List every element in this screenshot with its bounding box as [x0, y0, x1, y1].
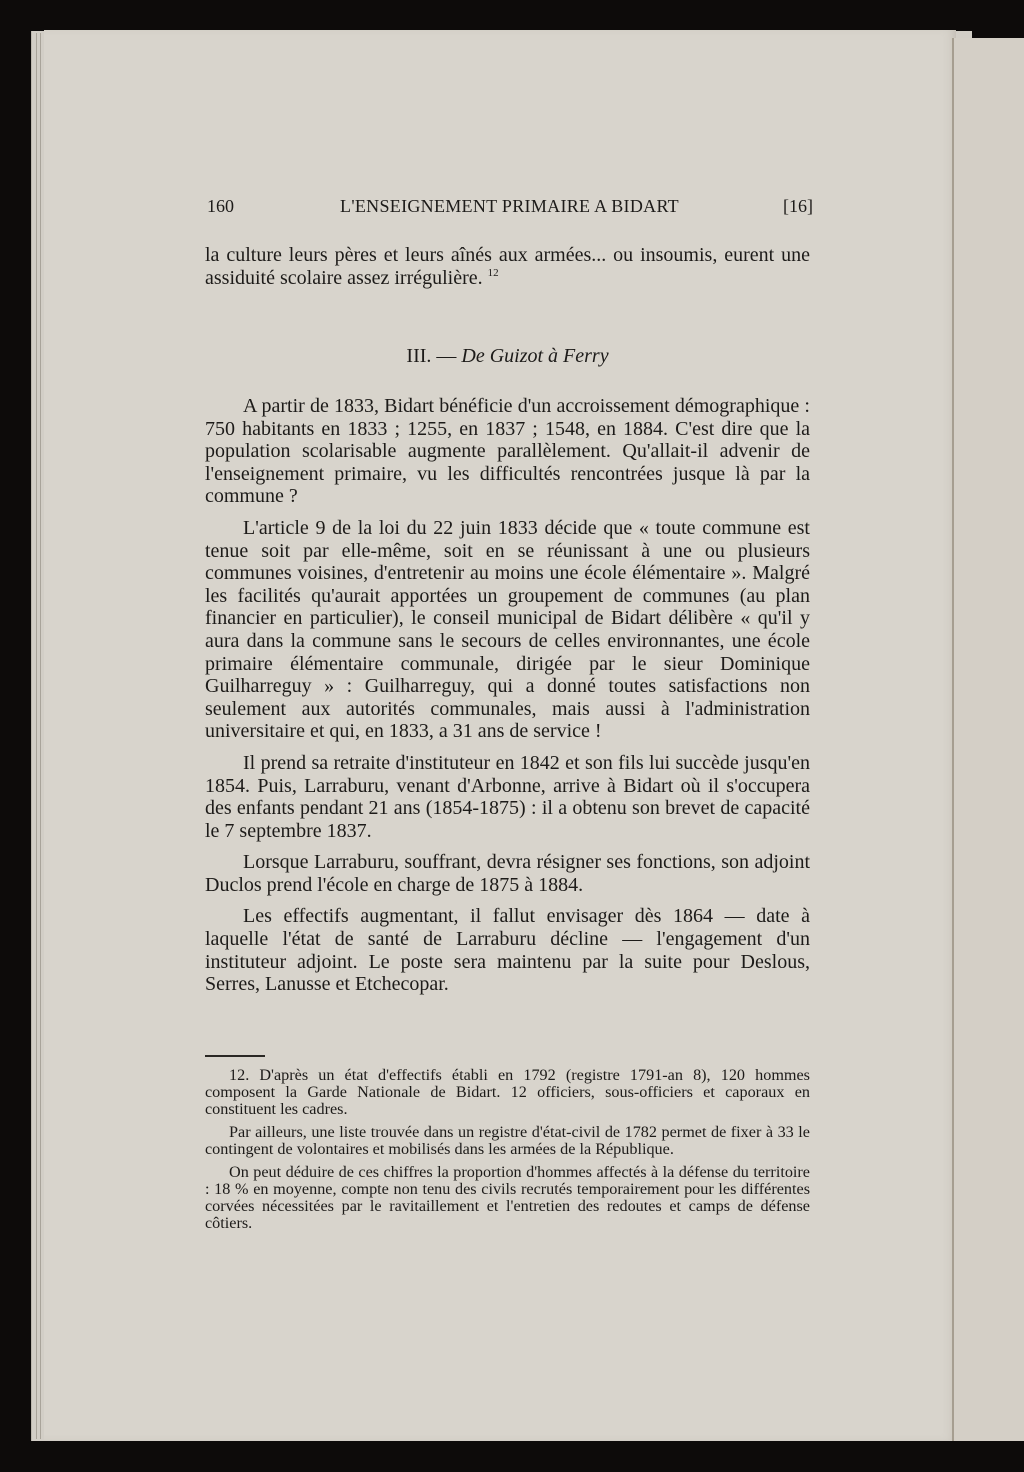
intro-sentence: la culture leurs pères et leurs aînés aux armées... ou insoumis, eurent une assiduité scolaire assez irrégulière.: [205, 244, 810, 289]
running-head: [205, 194, 813, 218]
section-title: De Guizot à Ferry: [461, 345, 609, 367]
intro-paragraph: [205, 244, 810, 289]
footnote: On peut déduire de ces chiffres la proportion d'hommes affectés à la défense du territoire : 18 % en moyenne, compte non tenu des civils recrutés temporairement pour les différentes corvées nécessitées par le ravitaillement et l'entretien des redoutes et camps de défense côtiers.: [205, 1163, 810, 1232]
section-number: [16]: [783, 196, 813, 216]
page-number: 160: [207, 196, 234, 216]
running-title: L'ENSEIGNEMENT PRIMAIRE A BIDART: [340, 196, 679, 216]
paragraph: Lorsque Larraburu, souffrant, devra résigner ses fonctions, son adjoint Duclos prend l'école en charge de 1875 à 1884.: [205, 851, 810, 896]
footnote: Par ailleurs, une liste trouvée dans un registre d'état-civil de 1782 permet de fixer à 33 le contingent de volontaires et mobilisés dans les armées de la République.: [205, 1123, 810, 1158]
footnote-separator: [205, 1055, 265, 1057]
footnote: 12. D'après un état d'effectifs établi en 1792 (registre 1791-an 8), 120 hommes composent la Garde Nationale de Bidart. 12 officiers, sous-officiers et caporaux en constituent les cadres.: [205, 1066, 810, 1118]
paragraph: A partir de 1833, Bidart bénéficie d'un accroissement démographique : 750 habitants en 1833 ; 1255, en 1837 ; 1548, en 1884. C'est dire que la population scolarisable augmente parallèlement. Qu'allait-il advenir de l'enseignement primaire, vu les difficultés rencontrées jusque là par la commune ?: [205, 395, 810, 508]
footnote-reference[interactable]: 12: [487, 266, 499, 279]
paragraph: Il prend sa retraite d'instituteur en 1842 et son fils lui succède jusqu'en 1854. Puis, Larraburu, venant d'Arbonne, arrive à Bidart où il s'occupera des enfants pendant 21 ans (1854-1875) : il a obtenu son brevet de capacité le 7 septembre 1837.: [205, 751, 810, 842]
main-text: [205, 395, 810, 996]
page-edge-line: [36, 33, 37, 1439]
footnotes: [205, 1067, 810, 1232]
section-numeral: III. —: [406, 345, 457, 367]
paragraph: Les effectifs augmentant, il fallut envisager dès 1864 — date à laquelle l'état de santé de Larraburu décline — l'engagement d'un instituteur adjoint. Le poste sera maintenu par la suite pour Deslous, Serres, Lanusse et Etchecopar.: [205, 905, 810, 996]
section-heading: [205, 344, 810, 368]
page-edge-line: [40, 33, 41, 1439]
intro-text: [205, 244, 810, 289]
facing-page: [954, 38, 1024, 1441]
paragraph: L'article 9 de la loi du 22 juin 1833 décide que « toute commune est tenue soit par elle-même, soit en se réunissant à une ou plusieurs communes voisines, d'entretenir au moins une école élémentaire ». Malgré les facilités qu'aurait apportées un groupement de communes (au plan financier en particulier), le conseil municipal de Bidart délibère « qu'il y aura dans la commune sans le secours de celles environnantes, une école primaire élémentaire communale, dirigée par le sieur Dominique Guilharreguy » : Guilharreguy, qui a donné toutes satisfactions non seulement aux autorités communales, mais aussi à l'administration universitaire et qui, en 1833, a 31 ans de service !: [205, 516, 810, 743]
